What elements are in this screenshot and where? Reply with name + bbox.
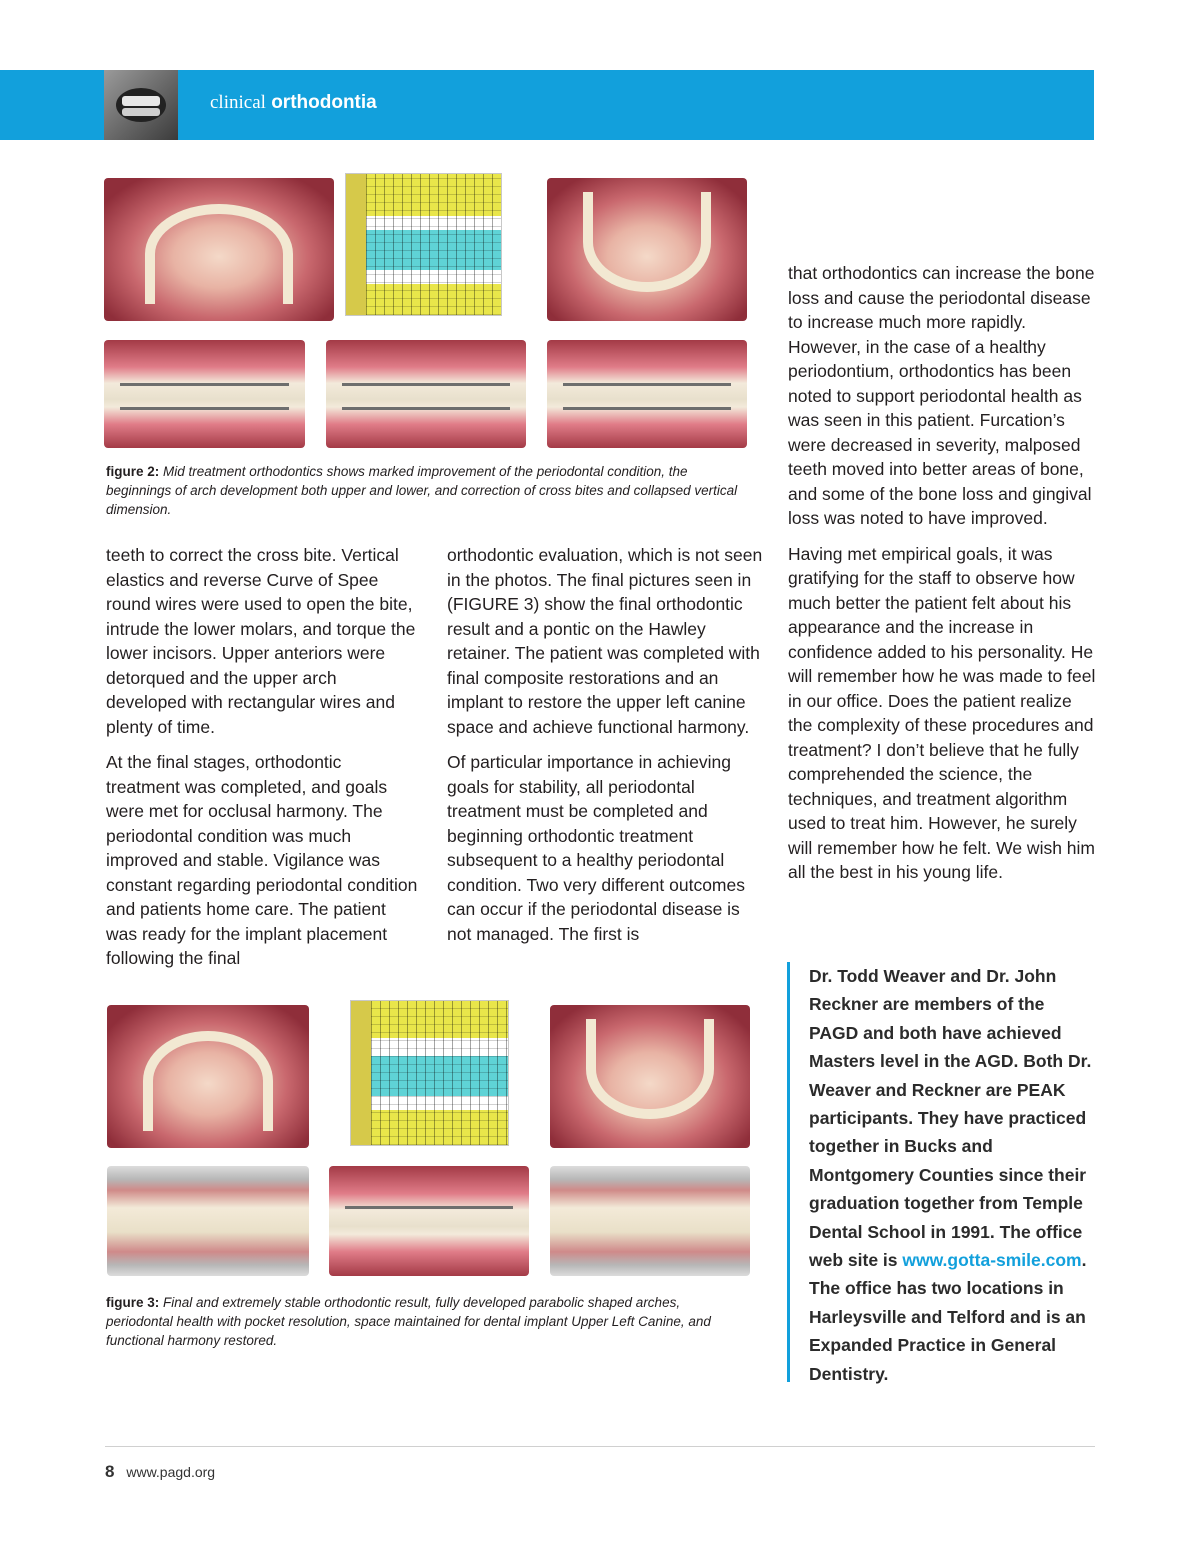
figure3-front-photo-retainer — [329, 1166, 529, 1276]
figure3-caption — [106, 1293, 746, 1350]
figure3-upper-arch-photo — [107, 1005, 309, 1148]
figure2-caption — [106, 462, 746, 519]
figure2-right-side-photo — [104, 340, 305, 448]
figure2-front-photo — [326, 340, 526, 448]
footer-website[interactable]: www.pagd.org — [126, 1464, 216, 1480]
column3-paragraph-2: Having met empirical goals, it was gratifying for the staff to observe how much better the patient felt about his appearance and the increase in confidence added to his personality. He will remember how he was made to feel in our office. Does the patient realize the complexity of these procedures and treatment? I don’t believe that he fully comprehended the science, the techniques, and treatment algorithm used to treat him. However, he surely will remember how he felt. We wish him all the best in his young life. — [788, 543, 1096, 882]
figure2-label: figure 2: — [106, 464, 160, 479]
figure3-caption-text: Final and extremely stable orthodontic result, fully developed parabolic shaped arches, periodontal health with pocket resolution, space maintained for dental implant Upper Left Canine, and functional harmony restored. — [106, 1295, 711, 1348]
column1-paragraph-2: At the final stages, orthodontic treatment was completed, and goals were met for occlusal harmony. The periodontal condition was much improved and stable. Vigilance was constant regarding periodontal condition and patients home care. The patient was ready for the implant placement following the final — [106, 752, 418, 968]
bio-text-intro: Dr. Todd Weaver and Dr. John Reckner are members of the PAGD and both have achieved Masters level in the AGD. Both Dr. Weaver and Reckner are PEAK participants. They have practiced together in Bucks and Montgomery Counties since their graduation together from Temple Dental School in 1991. The office web site is — [809, 966, 1092, 1271]
bio-text-closing: . The office has two locations in Harleysville and Telford and is an Expanded Practice in General Dentistry. — [809, 1250, 1087, 1384]
body-column-2 — [447, 543, 765, 957]
body-column-1 — [106, 543, 418, 982]
column1-paragraph-1: teeth to correct the cross bite. Vertical elastics and reverse Curve of Spee round wires were used to open the bite, intrude the lower molars, and torque the lower incisors. Upper anteriors were detorqued and the upper arch developed with rectangular wires and plenty of time. — [106, 545, 416, 737]
figure3-periodontal-chart — [350, 1000, 509, 1146]
figure2-left-side-photo — [547, 340, 747, 448]
column2-paragraph-1: orthodontic evaluation, which is not seen in the photos. The final pictures seen in (FIGURE 3) show the final orthodontic result and a pontic on the Hawley retainer. The patient was completed with final composite restorations and an implant to restore the upper left canine space and achieve functional harmony. — [447, 545, 763, 737]
page-footer — [105, 1462, 215, 1482]
figure2-lower-arch-photo — [547, 178, 747, 321]
section-title-part1: clinical — [210, 92, 266, 113]
bio-accent-rule — [787, 962, 790, 1382]
figure3-lower-arch-photo — [550, 1005, 750, 1148]
office-website-link[interactable]: www.gotta-smile.com — [902, 1250, 1082, 1271]
header-bar — [0, 70, 1094, 140]
figure3-label: figure 3: — [106, 1295, 160, 1310]
figure3-right-side-photo — [107, 1166, 309, 1276]
body-column-3 — [788, 261, 1098, 896]
section-title — [210, 92, 377, 114]
page-number: 8 — [105, 1462, 115, 1481]
figure3-left-side-photo — [550, 1166, 750, 1276]
figure2-periodontal-chart — [345, 173, 502, 316]
header-photo-thumbnail — [104, 70, 178, 140]
figure2-upper-arch-photo — [104, 178, 334, 321]
author-bio — [809, 962, 1097, 1388]
column2-paragraph-2: Of particular importance in achieving goals for stability, all periodontal treatment must be completed and beginning orthodontic treatment subsequent to a healthy periodontal condition. Two very different outcomes can occur if the periodontal disease is not managed. The first is — [447, 752, 745, 944]
section-title-part2: orthodontia — [271, 92, 377, 113]
column3-paragraph-1: that orthodontics can increase the bone loss and cause the periodontal disease to increase much more rapidly. However, in the case of a healthy periodontium, orthodontics has been noted to support periodontal health as was seen in this patient. Furcation’s were decreased in severity, malposed teeth moved into better areas of bone, and some of the bone loss and gingival loss was noted to have improved. — [788, 263, 1095, 528]
footer-rule — [105, 1446, 1095, 1447]
figure2-caption-text: Mid treatment orthodontics shows marked improvement of the periodontal condition, the beginnings of arch development both upper and lower, and correction of cross bites and collapsed vertical dimension. — [106, 464, 738, 517]
